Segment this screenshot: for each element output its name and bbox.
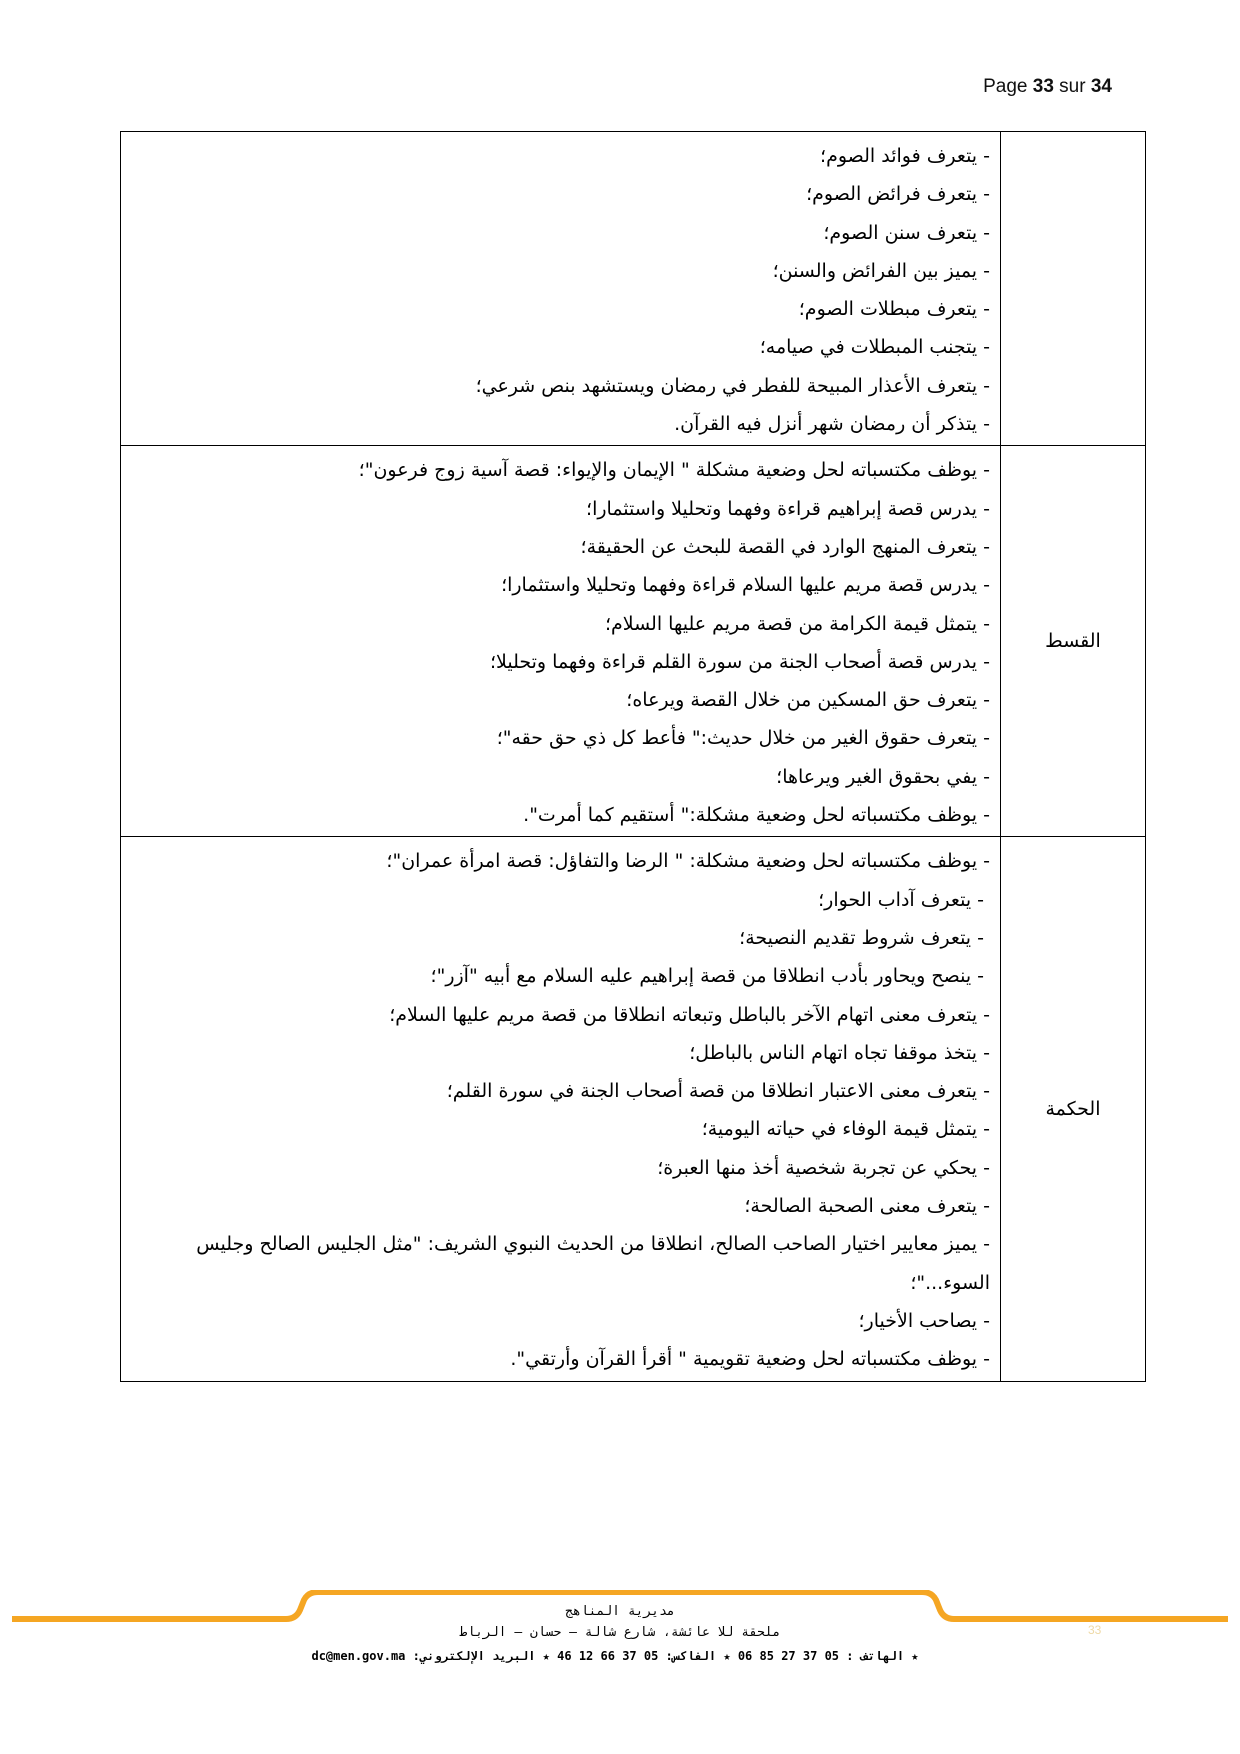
- objective-item: - يتجنب المبطلات في صيامه؛: [759, 336, 990, 359]
- objective-item: - يميز معايير اختيار الصاحب الصالح، انطلاقا من الحديث النبوي الشريف: "مثل الجليس الصالح وجليس السوء..."؛: [196, 1233, 990, 1294]
- footer: [0, 1590, 1240, 1710]
- objective-item: - يتعرف آداب الحوار؛: [818, 888, 984, 911]
- page-sep: sur: [1059, 76, 1086, 97]
- objective-item: - يدرس قصة إبراهيم قراءة وفهما وتحليلا واستثمارا؛: [586, 497, 990, 520]
- objective-item: - يتعرف الأعذار المبيحة للفطر في رمضان ويستشهد بنص شرعي؛: [475, 374, 990, 397]
- objectives-table: [120, 131, 1146, 1382]
- unit-cell: الحكمة: [1001, 837, 1146, 1381]
- table-row: [121, 446, 1146, 837]
- objective-item: - يتعرف معنى الصحبة الصالحة؛: [744, 1195, 990, 1218]
- objective-item: - يوظف مكتسباته لحل وضعية مشكلة " الإيمان والإيواء: قصة آسية زوج فرعون"؛: [358, 459, 990, 482]
- objective-item: - يحكي عن تجربة شخصية أخذ منها العبرة؛: [657, 1156, 990, 1179]
- objective-item: - يدرس قصة أصحاب الجنة من سورة القلم قراءة وفهما وتحليلا؛: [489, 650, 990, 673]
- footer-address: ملحقة للا عائشة، شارع شالة – حسان – الرباط: [459, 1625, 781, 1640]
- table-row: [121, 837, 1146, 1381]
- objective-item: - يوظف مكتسباته لحل وضعية تقويمية " أقرأ القرآن وأرتقي".: [510, 1348, 990, 1371]
- page-prefix: Page: [983, 76, 1028, 97]
- objective-item: - يتعرف حقوق الغير من خلال حديث:" فأعط كل ذي حق حقه"؛: [496, 727, 990, 750]
- objective-item: - يتعرف معنى اتهام الآخر بالباطل وتبعاته انطلاقا من قصة مريم عليها السلام؛: [389, 1003, 990, 1026]
- footer-ghost-number: 33: [1088, 1623, 1102, 1637]
- objective-item: - يفي بحقوق الغير ويرعاها؛: [776, 765, 990, 788]
- objective-item: - يتعرف معنى الاعتبار انطلاقا من قصة أصحاب الجنة في سورة القلم؛: [446, 1080, 990, 1103]
- unit-cell: [1001, 132, 1146, 446]
- unit-cell: القسط: [1001, 446, 1146, 837]
- objective-item: - يوظف مكتسباته لحل وضعية مشكلة: " الرضا والتفاؤل: قصة امرأة عمران"؛: [386, 850, 990, 873]
- page-current: 33: [1032, 76, 1054, 97]
- objective-item: - ينصح ويحاور بأدب انطلاقا من قصة إبراهيم عليه السلام مع أبيه "آزر"؛: [430, 965, 984, 988]
- page-total: 34: [1090, 76, 1112, 97]
- footer-band: [0, 1590, 1240, 1650]
- table-row: [121, 132, 1146, 446]
- page-number: [983, 76, 1112, 98]
- objectives-cell: [121, 446, 1001, 837]
- footer-title: مديرية المناهج: [565, 1604, 675, 1619]
- objective-item: - يتعرف شروط تقديم النصيحة؛: [739, 926, 984, 949]
- objective-item: - يدرس قصة مريم عليها السلام قراءة وفهما وتحليلا واستثمارا؛: [501, 574, 990, 597]
- objective-item: - يتخذ موقفا تجاه اتهام الناس بالباطل؛: [689, 1041, 990, 1064]
- objectives-cell: [121, 837, 1001, 1381]
- footer-contact: ★ الهاتف : 05 37 27 85 06 ★ الفاكس: 05 37 66 12 46 ★ البريد الإلكتروني: dc@men.gov.ma: [311, 1649, 919, 1663]
- objective-item: - يتعرف فوائد الصوم؛: [820, 145, 990, 167]
- objective-item: - يتمثل قيمة الكرامة من قصة مريم عليها السلام؛: [604, 612, 990, 635]
- objective-item: - يتعرف فرائض الصوم؛: [806, 183, 990, 206]
- objective-item: - يتعرف حق المسكين من خلال القصة ويرعاه؛: [626, 689, 990, 712]
- objective-item: - يوظف مكتسباته لحل وضعية مشكلة:" أستقيم كما أمرت".: [523, 804, 990, 827]
- objectives-cell: [121, 132, 1001, 446]
- objective-item: - يتعرف سنن الصوم؛: [823, 221, 990, 244]
- objective-item: - يتعرف مبطلات الصوم؛: [798, 298, 990, 321]
- objective-item: - يتمثل قيمة الوفاء في حياته اليومية؛: [701, 1118, 990, 1141]
- objective-item: - يتعرف المنهج الوارد في القصة للبحث عن الحقيقة؛: [580, 535, 990, 558]
- objective-item: - يميز بين الفرائض والسنن؛: [772, 259, 990, 282]
- objective-item: - يصاحب الأخيار؛: [858, 1309, 990, 1332]
- objective-item: - يتذكر أن رمضان شهر أنزل فيه القرآن.: [674, 413, 990, 436]
